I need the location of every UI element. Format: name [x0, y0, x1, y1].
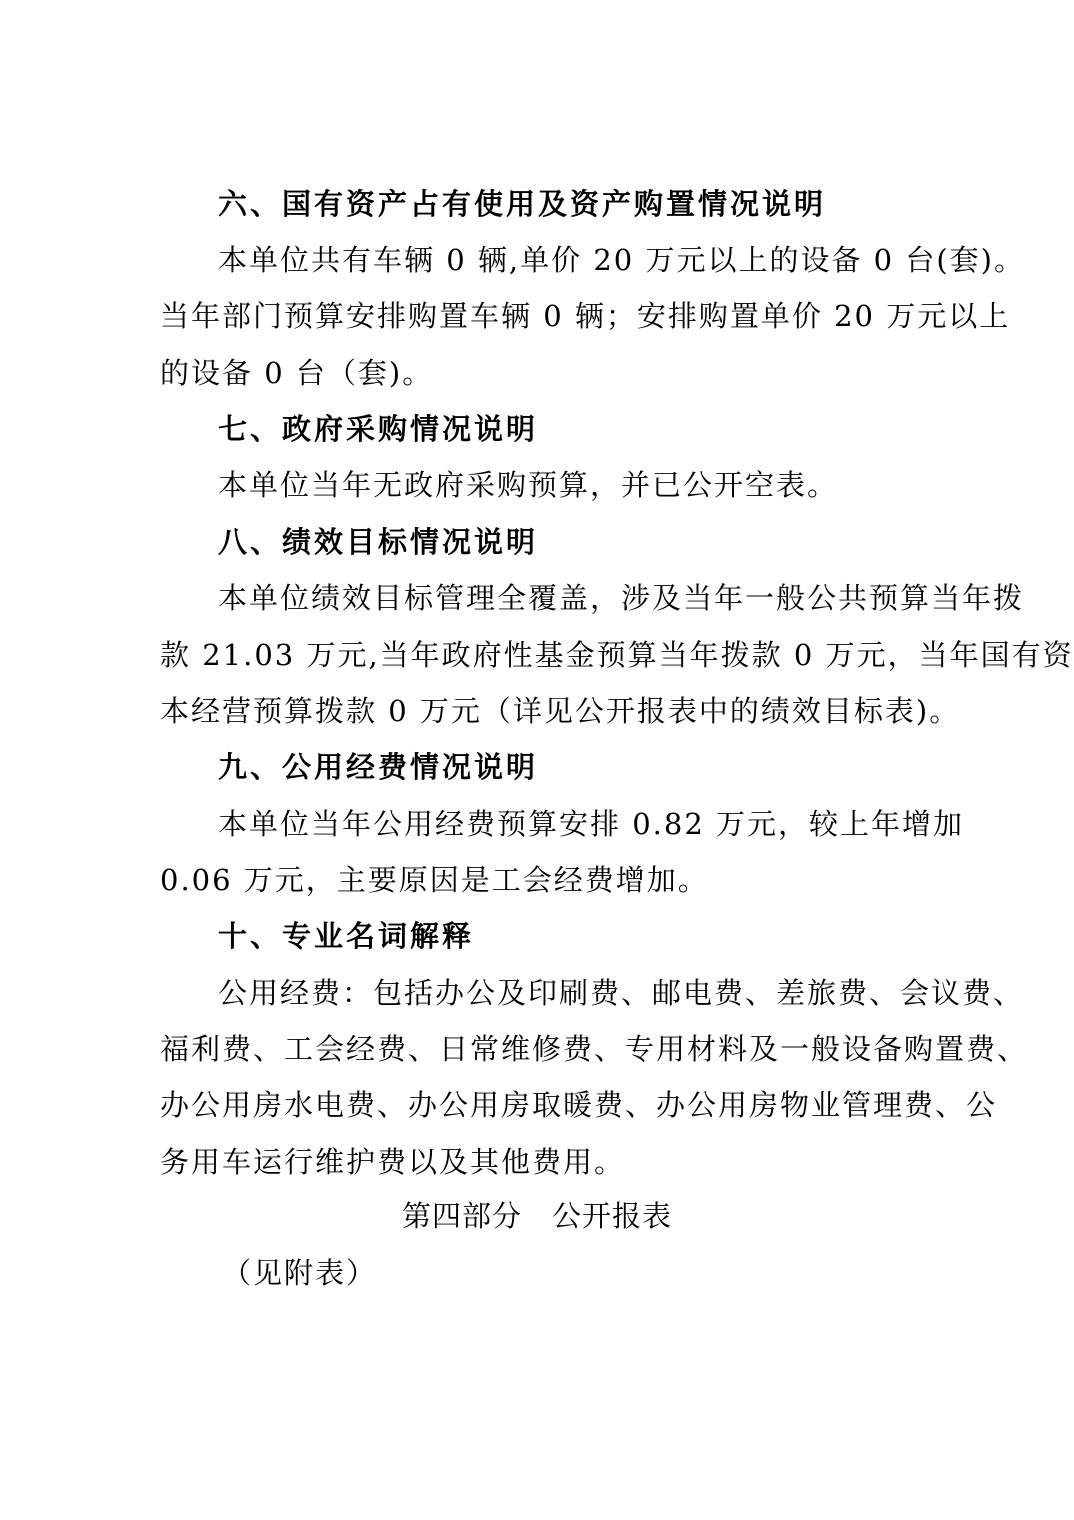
part-4-note: （见附表） [222, 1256, 378, 1290]
section-6-line-2: 当年部门预算安排购置车辆 0 辆；安排购置单价 20 万元以上 [160, 299, 1011, 333]
section-10-line-2: 福利费、工会经费、日常维修费、专用材料及一般设备购置费、 [160, 1032, 1029, 1066]
part-4-title: 第四部分 公开报表 [401, 1199, 672, 1233]
section-10-line-1: 公用经费：包括办公及印刷费、邮电费、差旅费、会议费、 [218, 976, 1025, 1010]
section-6-line-1: 本单位共有车辆 0 辆,单价 20 万元以上的设备 0 台(套)。 [218, 243, 1025, 277]
section-8-line-3: 本经营预算拨款 0 万元（详见公开报表中的绩效目标表)。 [160, 694, 961, 728]
section-8-line-1: 本单位绩效目标管理全覆盖，涉及当年一般公共预算当年拨 [218, 581, 1025, 615]
section-8-line-2: 款 21.03 万元,当年政府性基金预算当年拨款 0 万元，当年国有资 [160, 638, 1074, 672]
section-7-line-1: 本单位当年无政府采购预算，并已公开空表。 [218, 468, 839, 502]
section-10-line-4: 务用车运行维护费以及其他费用。 [160, 1145, 626, 1179]
section-10-line-3: 办公用房水电费、办公用房取暖费、办公用房物业管理费、公 [160, 1088, 998, 1122]
section-10-heading: 十、专业名词解释 [218, 919, 475, 953]
section-7-heading: 七、政府采购情况说明 [218, 412, 539, 446]
section-8-heading: 八、绩效目标情况说明 [218, 525, 539, 559]
section-9-heading: 九、公用经费情况说明 [218, 750, 539, 784]
section-6-line-3: 的设备 0 台（套)。 [160, 356, 434, 390]
section-9-line-2: 0.06 万元，主要原因是工会经费增加。 [160, 863, 709, 897]
section-6-heading: 六、国有资产占有使用及资产购置情况说明 [218, 187, 827, 221]
section-9-line-1: 本单位当年公用经费预算安排 0.82 万元，较上年增加 [218, 807, 965, 841]
